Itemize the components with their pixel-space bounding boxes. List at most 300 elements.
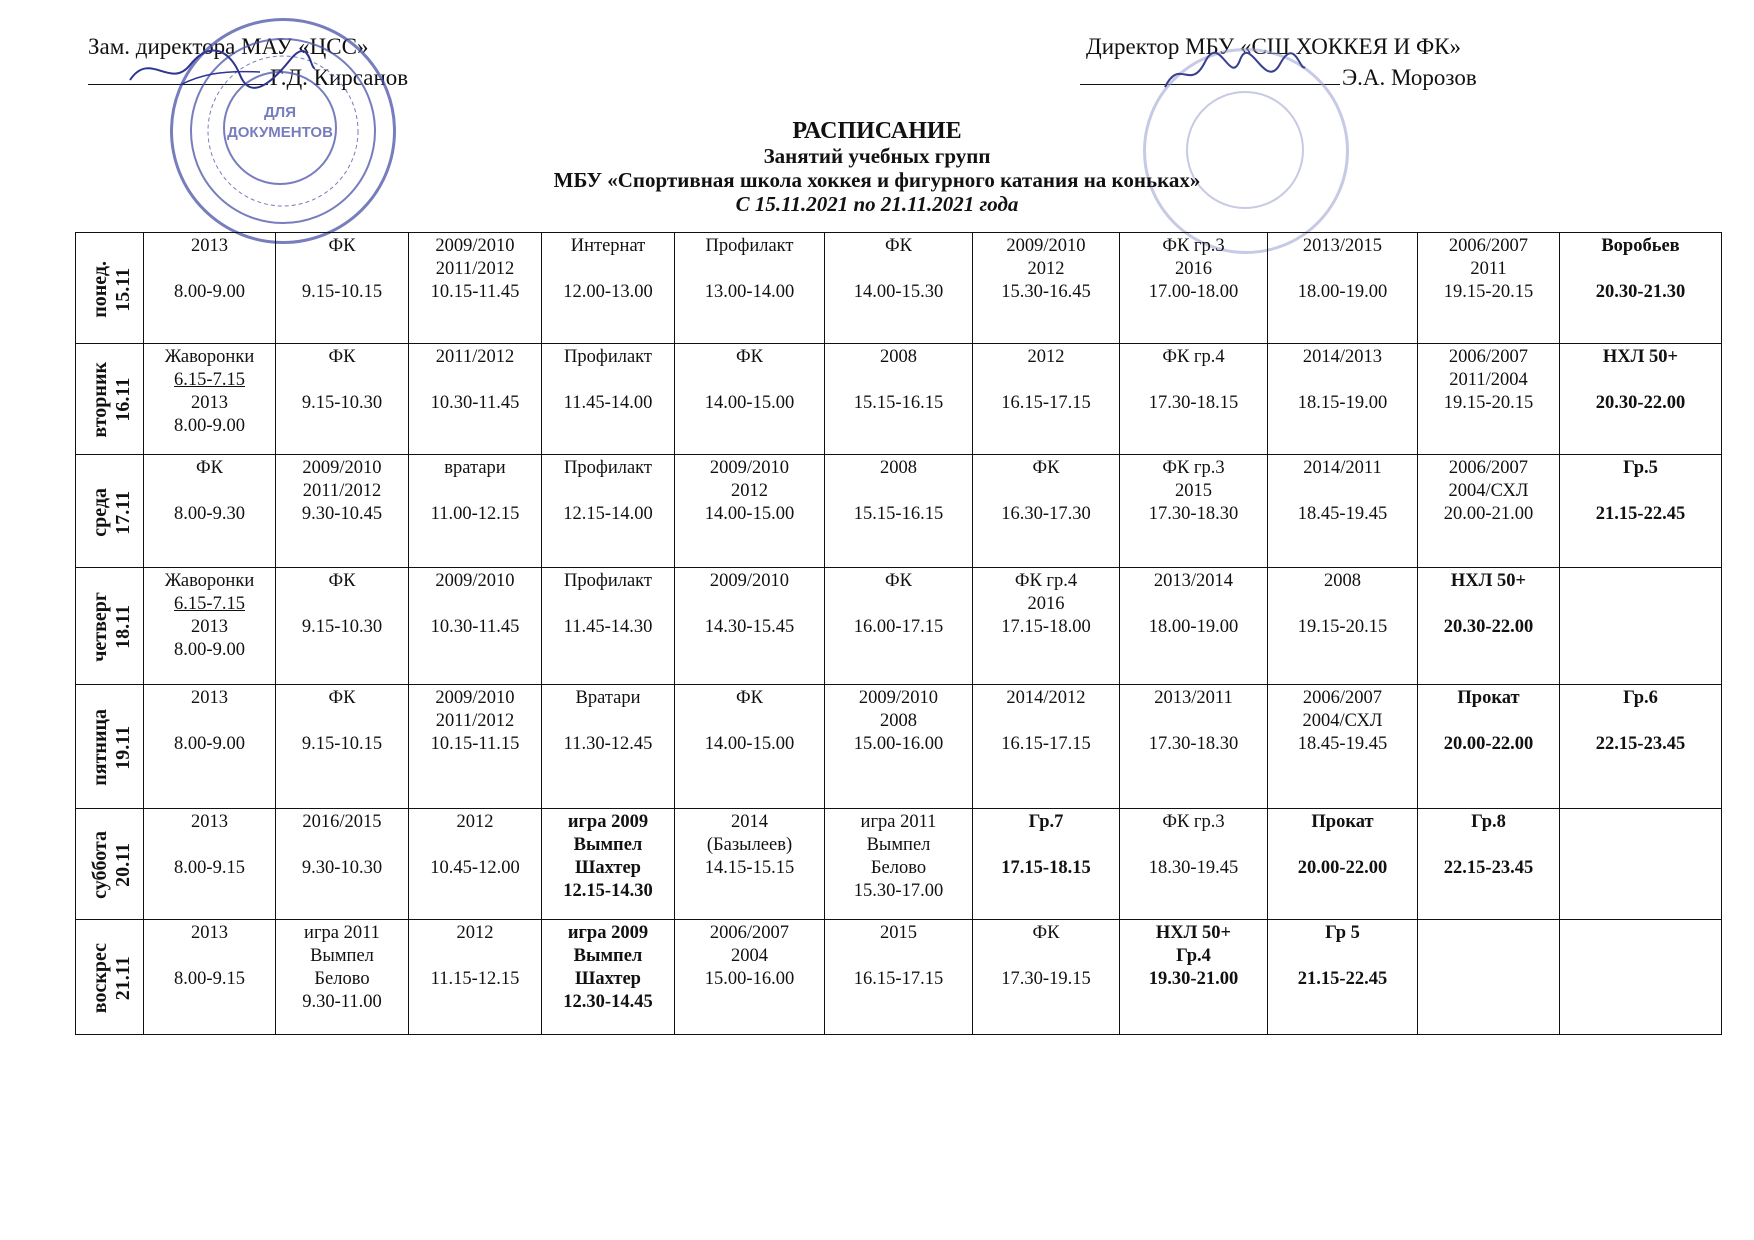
session-group: 2008 <box>880 347 917 367</box>
session-group: Жаворонки <box>164 347 255 367</box>
session-group: 2011/2012 <box>302 481 382 501</box>
cell-spacer <box>1270 258 1415 281</box>
schedule-cell <box>1268 809 1418 920</box>
session-time: 11.45-14.00 <box>563 393 653 413</box>
schedule-cell <box>542 809 675 920</box>
schedule-row <box>76 809 1722 920</box>
session-group: 2004/СХЛ <box>1448 481 1529 501</box>
day-label <box>89 362 135 438</box>
schedule-row <box>76 455 1722 568</box>
day-label-cell <box>76 233 144 344</box>
session-group: ФК <box>736 688 763 708</box>
day-label <box>89 261 135 318</box>
session-group: Вымпел <box>573 946 643 966</box>
cell-spacer <box>1420 834 1557 857</box>
session-group: 2009/2010 <box>709 458 790 478</box>
session-time: 18.00-19.00 <box>1297 282 1388 302</box>
schedule-cell <box>973 920 1120 1035</box>
session-time: 21.15-22.45 <box>1595 504 1686 524</box>
session-group: 2011 <box>1470 259 1507 279</box>
cell-spacer <box>975 369 1117 392</box>
session-group: Гр.6 <box>1623 688 1658 708</box>
schedule-cell <box>409 344 542 455</box>
schedule-cell <box>542 344 675 455</box>
session-time: 15.00-16.00 <box>853 734 944 754</box>
session-group: Гр.7 <box>1028 812 1064 832</box>
schedule-cell <box>973 568 1120 685</box>
session-group: Вымпел <box>573 835 643 855</box>
session-time: 20.00-22.00 <box>1297 858 1388 878</box>
day-date: 20.11 <box>112 843 134 887</box>
cell-spacer <box>278 369 406 392</box>
schedule-cell <box>1560 920 1722 1035</box>
session-group: 2009/2010 <box>435 571 515 591</box>
session-group: ФК <box>328 236 356 256</box>
session-time: 17.30-18.30 <box>1148 504 1239 524</box>
schedule-cell <box>1418 344 1560 455</box>
session-time: 14.00-15.00 <box>704 504 795 524</box>
schedule-cell <box>542 568 675 685</box>
session-group: 2012 <box>456 923 494 943</box>
session-group: Интернат <box>570 236 646 256</box>
session-group: Гр.4 <box>1176 946 1211 966</box>
cell-spacer <box>1270 480 1415 503</box>
session-time: 19.15-20.15 <box>1443 282 1534 302</box>
cell-spacer <box>411 945 539 968</box>
session-time: 11.30-12.45 <box>563 734 653 754</box>
session-time: 22.15-23.45 <box>1595 734 1686 754</box>
session-time: 14.15-15.15 <box>704 858 795 878</box>
session-group: НХЛ 50+ <box>1155 923 1232 943</box>
organization-name: МБУ «Спортивная школа хоккея и фигурного катания на коньках» <box>553 168 1201 192</box>
schedule-cell <box>1560 685 1722 809</box>
session-time: 18.45-19.45 <box>1297 734 1388 754</box>
session-time: 8.00-9.15 <box>174 858 245 878</box>
document-title: РАСПИСАНИЕ <box>792 118 962 144</box>
session-group: 2008 <box>1324 571 1361 591</box>
session-group: ФК гр.3 <box>1162 236 1225 256</box>
session-time: 12.30-14.45 <box>563 992 653 1012</box>
day-label-cell <box>76 568 144 685</box>
session-group: ФК <box>328 571 356 591</box>
schedule-cell <box>144 568 276 685</box>
schedule-cell <box>276 920 409 1035</box>
schedule-cell <box>675 920 825 1035</box>
session-time: 17.30-19.15 <box>1001 969 1091 989</box>
session-group: 2012 <box>1027 347 1065 367</box>
day-label <box>89 831 135 899</box>
session-group: Профилакт <box>563 347 653 367</box>
schedule-cell <box>409 455 542 568</box>
session-group: Прокат <box>1311 812 1374 832</box>
schedule-cell <box>409 809 542 920</box>
session-group: ФК гр.3 <box>1162 458 1225 478</box>
schedule-cell <box>1120 233 1268 344</box>
schedule-cell <box>973 685 1120 809</box>
cell-spacer <box>278 258 406 281</box>
session-time: 17.30-18.15 <box>1148 393 1239 413</box>
session-time: 15.15-16.15 <box>853 504 944 524</box>
session-time: 16.00-17.15 <box>853 617 944 637</box>
session-group: 2013 <box>191 812 228 832</box>
session-time: 20.00-21.00 <box>1443 504 1534 524</box>
day-label <box>89 592 135 662</box>
schedule-cell <box>1120 809 1268 920</box>
session-time: 16.30-17.30 <box>1001 504 1091 524</box>
cell-spacer <box>411 834 539 857</box>
schedule-cell <box>825 455 973 568</box>
schedule-cell <box>1418 685 1560 809</box>
session-time: 9.30-11.00 <box>302 992 382 1012</box>
session-group: 2006/2007 <box>709 923 790 943</box>
session-time: 20.30-22.00 <box>1595 393 1686 413</box>
session-time: 9.30-10.30 <box>301 858 383 878</box>
session-time: 21.15-22.45 <box>1297 969 1388 989</box>
session-group: Гр.5 <box>1623 458 1658 478</box>
session-time: 10.15-11.15 <box>430 734 520 754</box>
day-label-cell <box>76 344 144 455</box>
cell-spacer <box>677 593 822 616</box>
session-group: Вратари <box>575 688 641 708</box>
session-time: 14.00-15.00 <box>704 734 795 754</box>
document-subtitle: Занятий учебных групп <box>763 144 991 168</box>
schedule-cell <box>1268 568 1418 685</box>
day-name: понед. <box>89 260 111 318</box>
schedule-cell <box>542 685 675 809</box>
session-time: 9.15-10.15 <box>301 282 383 302</box>
session-group: 2014/2013 <box>1302 347 1383 367</box>
left-signature-icon <box>120 40 320 100</box>
schedule-cell <box>825 233 973 344</box>
session-group: 2013 <box>191 393 228 413</box>
schedule-cell <box>409 568 542 685</box>
schedule-cell <box>675 685 825 809</box>
cell-spacer <box>1270 834 1415 857</box>
cell-spacer <box>827 945 970 968</box>
schedule-cell <box>1560 455 1722 568</box>
session-group: ФК <box>885 236 912 256</box>
cell-spacer <box>1562 369 1719 392</box>
session-group: 2009/2010 <box>435 688 515 708</box>
session-group: 2009/2010 <box>858 688 939 708</box>
session-group: ФК <box>328 688 356 708</box>
cell-spacer <box>146 710 273 733</box>
day-label-cell <box>76 455 144 568</box>
schedule-cell <box>675 809 825 920</box>
schedule-cell <box>1418 568 1560 685</box>
schedule-cell <box>1120 920 1268 1035</box>
cell-spacer <box>411 480 539 503</box>
session-group: 2006/2007 <box>1302 688 1383 708</box>
cell-spacer <box>677 258 822 281</box>
session-group: 2015 <box>1175 481 1212 501</box>
schedule-cell <box>1120 344 1268 455</box>
cell-spacer <box>146 945 273 968</box>
session-group: Вымпел <box>310 946 374 966</box>
schedule-cell <box>542 233 675 344</box>
session-group: игра 2011 <box>860 812 937 832</box>
session-group: 2013 <box>191 688 228 708</box>
session-group: 2009/2010 <box>435 236 515 256</box>
schedule-cell <box>1120 568 1268 685</box>
day-label <box>89 488 135 537</box>
session-group: Профилакт <box>705 236 794 256</box>
session-group: 2013 <box>191 236 228 256</box>
session-time: 10.30-11.45 <box>430 393 520 413</box>
session-group: 6.15-7.15 <box>174 594 245 614</box>
session-group: Профилакт <box>563 458 653 478</box>
session-time: 13.00-14.00 <box>704 282 795 302</box>
cell-spacer <box>544 480 672 503</box>
session-time: 15.15-16.15 <box>853 393 944 413</box>
schedule-cell <box>409 685 542 809</box>
schedule-cell <box>276 568 409 685</box>
cell-spacer <box>975 710 1117 733</box>
session-time: 8.00-9.00 <box>174 416 245 436</box>
session-time: 18.30-19.45 <box>1148 858 1239 878</box>
session-group: Белово <box>314 969 370 989</box>
session-group: 2016 <box>1175 259 1212 279</box>
schedule-cell <box>276 233 409 344</box>
session-group: 6.15-7.15 <box>174 370 245 390</box>
document-title-block <box>0 118 1754 216</box>
day-date: 15.11 <box>112 267 134 311</box>
session-group: 2012 <box>1027 259 1065 279</box>
cell-spacer <box>827 480 970 503</box>
session-group: ФК <box>196 458 223 478</box>
schedule-cell <box>144 920 276 1035</box>
session-group: 2015 <box>880 923 917 943</box>
cell-spacer <box>1122 834 1265 857</box>
schedule-cell <box>276 809 409 920</box>
session-group: Шахтер <box>575 969 641 989</box>
session-group: ФК <box>736 347 763 367</box>
session-group: Шахтер <box>575 858 641 878</box>
schedule-cell <box>276 455 409 568</box>
cell-spacer <box>411 369 539 392</box>
day-date: 18.11 <box>112 605 134 649</box>
cell-spacer <box>544 710 672 733</box>
schedule-row <box>76 920 1722 1035</box>
schedule-cell <box>825 920 973 1035</box>
schedule-cell <box>973 344 1120 455</box>
cell-spacer <box>1420 593 1557 616</box>
session-time: 19.30-21.00 <box>1148 969 1239 989</box>
cell-spacer <box>1270 369 1415 392</box>
session-group: 2009/2010 <box>1006 236 1086 256</box>
session-group: ФК <box>885 571 912 591</box>
session-group: ФК гр.4 <box>1162 347 1225 367</box>
cell-spacer <box>1562 710 1719 733</box>
session-time: 12.00-13.00 <box>563 282 653 302</box>
cell-spacer <box>677 710 822 733</box>
schedule-cell <box>1560 809 1722 920</box>
session-time: 14.00-15.00 <box>704 393 795 413</box>
session-time: 17.00-18.00 <box>1148 282 1239 302</box>
session-time: 8.00-9.00 <box>174 734 245 754</box>
session-group: 2006/2007 <box>1448 236 1529 256</box>
session-group: Гр 5 <box>1325 923 1360 943</box>
right-signature-icon <box>1160 42 1310 102</box>
schedule-cell <box>276 344 409 455</box>
session-group: 2013 <box>191 923 228 943</box>
schedule-cell <box>825 344 973 455</box>
session-group: ФК гр.3 <box>1162 812 1225 832</box>
cell-spacer <box>975 480 1117 503</box>
cell-spacer <box>544 258 672 281</box>
session-time: 15.30-17.00 <box>853 881 944 901</box>
session-time: 18.45-19.45 <box>1297 504 1388 524</box>
cell-spacer <box>411 593 539 616</box>
session-group: 2006/2007 <box>1448 458 1529 478</box>
cell-spacer <box>1562 258 1719 281</box>
session-group: ФК <box>328 347 356 367</box>
day-label-cell <box>76 809 144 920</box>
schedule-cell <box>1268 344 1418 455</box>
schedule-cell <box>675 233 825 344</box>
schedule-cell <box>973 455 1120 568</box>
session-group: Вымпел <box>866 835 931 855</box>
day-name: вторник <box>89 362 111 438</box>
cell-spacer <box>827 258 970 281</box>
schedule-row <box>76 685 1722 809</box>
schedule-cell <box>1268 233 1418 344</box>
cell-spacer <box>975 834 1117 857</box>
cell-spacer <box>827 369 970 392</box>
cell-spacer <box>146 834 273 857</box>
day-name: среда <box>89 487 111 537</box>
session-time: 10.30-11.45 <box>430 617 520 637</box>
session-group: 2008 <box>880 711 917 731</box>
session-time: 9.15-10.30 <box>301 617 383 637</box>
session-group: 2013/2015 <box>1302 236 1383 256</box>
cell-spacer <box>146 258 273 281</box>
session-group: 2016 <box>1027 594 1065 614</box>
session-group: НХЛ 50+ <box>1602 347 1679 367</box>
cell-spacer <box>544 593 672 616</box>
session-time: 22.15-23.45 <box>1443 858 1534 878</box>
session-group: ФК <box>1032 923 1060 943</box>
schedule-cell <box>1418 455 1560 568</box>
schedule-cell <box>675 344 825 455</box>
session-group: 2006/2007 <box>1448 347 1529 367</box>
session-time: 8.00-9.00 <box>174 282 245 302</box>
session-group: НХЛ 50+ <box>1450 571 1527 591</box>
schedule-cell <box>144 685 276 809</box>
session-time: 14.30-15.45 <box>704 617 795 637</box>
cell-spacer <box>1122 593 1265 616</box>
day-label <box>89 709 135 786</box>
session-group: 2013/2011 <box>1154 688 1233 708</box>
schedule-cell <box>409 233 542 344</box>
session-time: 19.15-20.15 <box>1443 393 1534 413</box>
session-time: 20.30-21.30 <box>1595 282 1686 302</box>
session-time: 20.00-22.00 <box>1443 734 1534 754</box>
schedule-cell <box>1560 233 1722 344</box>
cell-spacer <box>544 369 672 392</box>
session-time: 19.15-20.15 <box>1297 617 1388 637</box>
schedule-cell <box>973 809 1120 920</box>
left-approver-position: Зам. директора МАУ «ЦСС» <box>88 34 369 59</box>
session-group: 2004 <box>731 946 768 966</box>
session-group: Воробьев <box>1601 236 1680 256</box>
session-time: 17.30-18.30 <box>1148 734 1239 754</box>
schedule-cell <box>1268 685 1418 809</box>
cell-spacer <box>1270 593 1415 616</box>
day-date: 16.11 <box>112 378 134 422</box>
schedule-cell <box>973 233 1120 344</box>
session-group: 2016/2015 <box>302 812 382 832</box>
session-group: (Базылеев) <box>706 835 793 855</box>
schedule-cell <box>1268 455 1418 568</box>
schedule-cell <box>1418 233 1560 344</box>
session-group: 2009/2010 <box>709 571 790 591</box>
session-time: 17.15-18.15 <box>1001 858 1091 878</box>
cell-spacer <box>278 834 406 857</box>
session-group: игра 2011 <box>304 923 380 943</box>
session-group: 2009/2010 <box>302 458 382 478</box>
schedule-cell <box>1418 920 1560 1035</box>
schedule-cell <box>825 685 973 809</box>
schedule-cell <box>825 568 973 685</box>
left-approver-name: Г.Д. Кирсанов <box>270 65 409 90</box>
cell-spacer <box>278 710 406 733</box>
schedule-cell <box>409 920 542 1035</box>
schedule-cell <box>1120 455 1268 568</box>
schedule-cell <box>144 455 276 568</box>
session-group: Гр.8 <box>1471 812 1506 832</box>
cell-spacer <box>278 593 406 616</box>
schedule-cell <box>144 809 276 920</box>
session-group: игра 2009 <box>567 812 649 832</box>
schedule-cell <box>1418 809 1560 920</box>
stamp-text: ДЛЯ ДОКУМЕНТОВ <box>227 104 333 141</box>
session-group: 2011/2012 <box>435 259 515 279</box>
cell-spacer <box>1270 945 1415 968</box>
session-group: 2012 <box>456 812 494 832</box>
session-time: 12.15-14.30 <box>563 881 653 901</box>
schedule-cell <box>144 233 276 344</box>
session-time: 11.45-14.30 <box>563 617 653 637</box>
session-group: 2004/СХЛ <box>1302 711 1383 731</box>
day-label-cell <box>76 685 144 809</box>
session-time: 9.15-10.15 <box>301 734 383 754</box>
schedule-cell <box>675 455 825 568</box>
session-group: 2011/2012 <box>435 711 515 731</box>
day-name: пятница <box>89 709 111 786</box>
day-date: 17.11 <box>112 490 134 534</box>
session-group: 2011/2004 <box>1449 370 1528 390</box>
session-time: 15.00-16.00 <box>704 969 795 989</box>
session-time: 11.00-12.15 <box>430 504 520 524</box>
session-group: Профилакт <box>563 571 653 591</box>
session-time: 16.15-17.15 <box>1001 734 1091 754</box>
cell-spacer <box>1562 480 1719 503</box>
session-group: ФК <box>1032 458 1060 478</box>
cell-spacer <box>146 480 273 503</box>
day-name: воскрес <box>89 942 111 1014</box>
cell-spacer <box>975 945 1117 968</box>
session-group: ФК гр.4 <box>1014 571 1078 591</box>
session-time: 17.15-18.00 <box>1001 617 1091 637</box>
session-time: 16.15-17.15 <box>853 969 944 989</box>
day-date: 21.11 <box>112 956 134 1000</box>
session-time: 16.15-17.15 <box>1001 393 1091 413</box>
day-date: 19.11 <box>112 725 134 770</box>
session-group: игра 2009 <box>567 923 649 943</box>
schedule-cell <box>542 455 675 568</box>
session-group: Прокат <box>1457 688 1520 708</box>
